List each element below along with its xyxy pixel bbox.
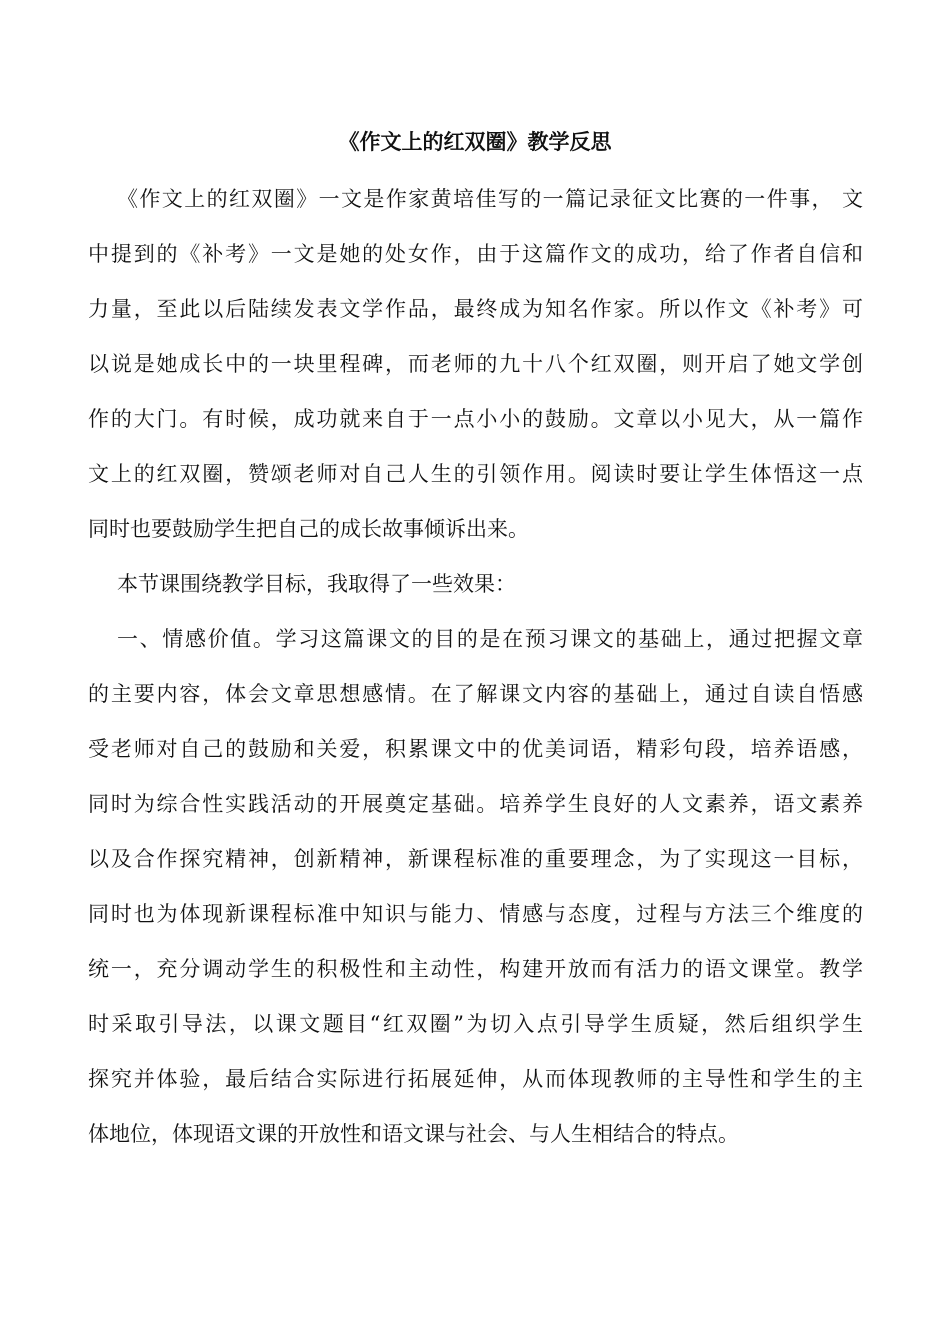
text-line: 的主要内容，体会文章思想感情。在了解课文内容的基础上，通过自读自悟感 [88, 682, 863, 706]
text-line: 一、情感价值。学习这篇课文的目的是在预习课文的基础上，通过把握文章 [117, 627, 863, 651]
paragraph-3 [88, 624, 863, 1174]
text-line: 时采取引导法，以课文题目“红双圈”为切入点引导学生质疑，然后组织学生 [88, 1012, 863, 1036]
text-line: 文上的红双圈，赞颂老师对自己人生的引领作用。阅读时要让学生体悟这一点 [88, 462, 863, 486]
text-line: 力量，至此以后陆续发表文学作品，最终成为知名作家。所以作文《补考》可 [88, 297, 863, 321]
text-line: 同时为综合性实践活动的开展奠定基础。培养学生良好的人文素养，语文素养 [88, 792, 863, 816]
document-body [88, 184, 863, 1174]
text-line: 同时也要鼓励学生把自己的成长故事倾诉出来。 [88, 517, 529, 541]
text-line: 探究并体验，最后结合实际进行拓展延伸，从而体现教师的主导性和学生的主 [88, 1067, 863, 1091]
text-line: 中提到的《补考》一文是她的处女作，由于这篇作文的成功，给了作者自信和 [88, 242, 863, 266]
document-title: 《作文上的红双圈》教学反思 [338, 130, 612, 154]
text-line: 本节课围绕教学目标，我取得了一些效果： [117, 572, 516, 596]
text-line: 作的大门。有时候，成功就来自于一点小小的鼓励。文章以小见大，从一篇作 [88, 407, 863, 431]
text-line: 同时也为体现新课程标准中知识与能力、情感与态度，过程与方法三个维度的 [88, 902, 863, 926]
paragraph-1 [88, 184, 863, 569]
text-line: 以说是她成长中的一块里程碑，而老师的九十八个红双圈，则开启了她文学创 [88, 352, 863, 376]
paragraph-2 [88, 569, 863, 624]
text-line: 《作文上的红双圈》一文是作家黄培佳写的一篇记录征文比赛的一件事， 文 [117, 187, 863, 211]
text-line: 体地位，体现语文课的开放性和语文课与社会、与人生相结合的特点。 [88, 1122, 739, 1146]
text-line: 统一，充分调动学生的积极性和主动性，构建开放而有活力的语文课堂。教学 [88, 957, 863, 981]
text-line: 受老师对自己的鼓励和关爱，积累课文中的优美词语，精彩句段，培养语感， [88, 737, 863, 761]
text-line: 以及合作探究精神，创新精神，新课程标准的重要理念，为了实现这一目标， [88, 847, 863, 871]
